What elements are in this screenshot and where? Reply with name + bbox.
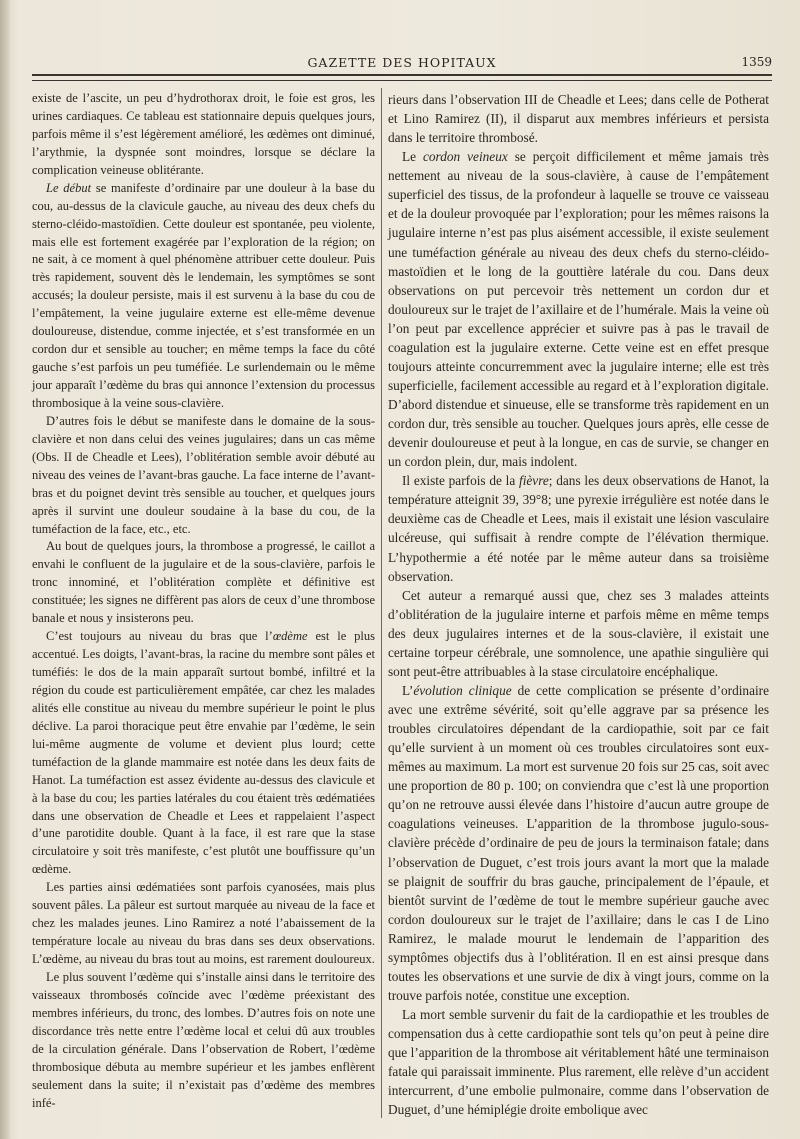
- paragraph: [388, 681, 769, 1005]
- paragraph: [32, 628, 375, 879]
- paragraph-text: se perçoit difficilement et même jamais très nettement au niveau de la sous-clavière, à cause de l’empâtement superficiel des tissus, de la profondeur à laquelle se trouve ce vaisseau et de la douleur provoquée par l’exploration; pour les mêmes raisons la jugulaire interne n’est pas plus aisément accessible, il existe seulement une tuméfaction générale au niveau des deux chefs du sterno-cléido-mastoïdien et le long de la gouttière latérale du cou. Dans deux observations on put percevoir très nettement un cordon dur et douloureux sur le trajet de l’axillaire et de l’humérale. Mais la veine où l’on peut par excellence apprécier et suivre pas à pas le travail de coagulation est la jugulaire externe. Cette veine est en effet presque toujours atteinte concurremment avec la jugulaire interne; elle est très superficielle, facilement accessible au regard et à l’exploration digitale. D’abord distendue et sinueuse, elle se transforme très rapidement en un cordon dur, très sensible au toucher. Quelques jours après, elle cesse de devenir douloureuse et peut à la longue, en cas de survie, se changer en un cordon plein, dur, mais indolent.: [388, 149, 769, 470]
- right-column: [388, 90, 769, 1130]
- journal-title: GAZETTE DES HOPITAUX: [307, 55, 497, 70]
- paragraph: [388, 471, 769, 585]
- paragraph: [388, 147, 769, 471]
- italic-term: évolution clinique: [413, 682, 512, 698]
- paragraph: Le plus souvent l’œdème qui s’installe ainsi dans le territoire des vaisseaux thrombosés coïncide avec l’œdème préexistant des membres inférieurs, du tronc, des lombes. D’autres fois on note une discordance très nette entre l’œdème local et celui dû aux troubles de la circulation générale. Dans l’observation de Robert, l’œdème thrombosique débuta au membre supérieur et les jambes enflèrent seulement dans la suite; il n’existait pas d’œdème des membres infé-: [32, 969, 375, 1110]
- paragraph: Les parties ainsi œdématiées sont parfois cyanosées, mais plus souvent pâles. La pâleur est surtout marquée au niveau de la face et chez les malades jeunes. Lino Ramirez a noté l’abaissement de la température locale au niveau du bras dans ses deux observations. L’œdème, au niveau du bras tout au moins, est rarement douloureux.: [32, 880, 375, 966]
- paragraph: La mort semble survenir du fait de la cardiopathie et les troubles de compensation dus à cette cardiopathie sont tels qu’on peut à peine dire que l’apparition de la thrombose ait véritablement hâté une terminaison fatale qui paraissait imminente. Plus rarement, elle relève d’un accident intercurrent, d’une embolie pulmonaire, comme dans l’observation de Duguet, d’une hémiplégie droite embolique avec: [388, 1007, 769, 1118]
- paragraph-text: est le plus accentué. Les doigts, l’avant-bras, la racine du membre sont pâles et tuméfiés: le dos de la main apparaît surtout bombé, infiltré et la région du coude est particulièrement empâtée, car chez les malades alités elle constitue au niveau du membre supérieur le point le plus déclive. La paroi thoracique peut être envahie par l’œdème, le sein lui-même augmente de volume et devient plus lourd; cette tuméfaction de la glande mammaire est notée dans les deux faits de Hanot. La tuméfaction est assez évidente au-dessus des clavicule et à la base du cou; les parties latérales du cou étaient très œdématiées dans une observation de Cheadle et Lees et rappelaient l’aspect d’une parotidite double. Quant à la face, il est rare que la stase circulatoire y soit très manifeste, c’est plutôt une bouffissure qu’un œdème.: [32, 629, 376, 877]
- paragraph-text: Le: [402, 149, 423, 165]
- italic-term: cordon veineux: [423, 149, 508, 165]
- paragraph-text: Il existe parfois de la: [402, 473, 520, 489]
- header-rule-thick: [32, 74, 772, 76]
- paragraph: Au bout de quelques jours, la thrombose a progressé, le caillot a envahi le confluent de la jugulaire et de la sous-clavière, parfois le tronc innominé, et l’oblitération complète et définitive est constituée; les signes ne diffèrent pas alors de ceux d’une thrombose banale et nous y insisterons peu.: [32, 539, 375, 626]
- paragraph: Cet auteur a remarqué aussi que, chez ses 3 malades atteints d’oblitération de la jugulaire interne et parfois même en même temps des deux jugulaires internes et de la sous-clavière, il existait une certaine torpeur cérébrale, une somnolence, une apathie singulière qui sont peut-être attribuables à la stase circulatoire encéphalique.: [388, 587, 769, 679]
- paragraph-text: de cette complication se présente d’ordinaire avec une extrême sévérité, soit qu’elle aggrave par sa présence les troubles circulatoires dépendant de la cardiopathie, soit par ce fait qu’elle survient à un moment où ces troubles circulatoires sont eux-mêmes au maximum. La mort est survenue 20 fois sur 25 cas, soit avec une proportion de 80 p. 100; on conviendra que c’est là une proportion qu’on ne retrouve aussi élevée dans l’histoire d’aucun autre groupe de coagulations veineuses. L’apparition de la thrombose jugulo-sous-clavière précède d’ordinaire de peu de jours la terminaison fatale; dans l’observation de Duguet, c’est trois jours avant la mort que la malade se plaignit de souffrir du bras gauche, principalement de l’épaule, et bientôt survint de l’œdème de tout le membre supérieur gauche avec cordon douloureux sur le trajet de l’axillaire; dans le cas I de Lino Ramirez, le malade mourut le lendemain de l’apparition des symptômes objectifs dus à l’oblitération. Il en est ainsi presque dans toutes les observations et une survie de dix à vingt jours, comme on la trouve parfois notée, constitue une exception.: [388, 682, 769, 1003]
- page-binding-edge: [0, 0, 10, 1139]
- paragraph: existe de l’ascite, un peu d’hydrothorax droit, le foie est gros, les urines cardiaques. Ce tableau est stationnaire depuis quelques jours, parfois même il s’est légèrement amélioré, les œdèmes ont diminué, l’arythmie, la dyspnée sont moindres, lorsque se déclare la complication veineuse oblitérante.: [32, 91, 375, 177]
- paragraph: rieurs dans l’observation III de Cheadle et Lees; dans celle de Potherat et Lino Ramirez (II), il disparut aux membres inférieurs et persista dans le territoire thrombosé.: [388, 92, 769, 146]
- paragraph-text: C’est toujours au niveau du bras que l’: [46, 629, 273, 644]
- paragraph-text: L’: [402, 682, 414, 698]
- italic-term: fièvre: [519, 473, 549, 489]
- paragraph-text: ; dans les deux observations de Hanot, la température atteignit 39, 39°8; une pyrexie irrégulière est notée dans le deuxième cas de Cheadle et Lees, mais il existait une lésion vasculaire ulcéreuse, qui suffisait à rendre compte de l’élévation thermique. L’hypothermie a été notée par le même auteur dans sa troisième observation.: [388, 473, 769, 584]
- running-header: [32, 55, 772, 69]
- paragraph-text: se manifeste d’ordinaire par une douleur à la base du cou, au-dessus de la clavicule gauche, au niveau des deux chefs du sterno-cléido-mastoïdien. Cette douleur est spontanée, peu violente, mais elle est fortement exagérée par l’exploration de la région; on ne sait, à ce moment à quel phénomène attribuer cette douleur. Puis très rapidement, souvent dès le lendemain, les symptômes se sont accusés; la douleur persiste, mais il est survenu à la base du cou de l’empâtement, la veine jugulaire externe est elle-même devenue douloureuse, distendue, comme injectée, et s’est transformée en un cordon dur et sensible au toucher; en même temps la face du côté gauche s’est parfois un peu tuméfiée. Le surlendemain ou le même jour apparaît l’œdème du bras qui annonce l’extension du processus thrombosique à la veine sous-clavière.: [32, 180, 375, 410]
- column-divider: [381, 88, 382, 1118]
- left-column: [32, 90, 375, 1130]
- italic-term: œdème: [272, 629, 308, 644]
- paragraph: D’autres fois le début se manifeste dans le domaine de la sous-clavière et non dans celui des veines jugulaires; dans un cas même (Obs. II de Cheadle et Lees), l’oblitération semble avoir débuté au niveau des veines de l’avant-bras gauche. La face interne de l’avant-bras et du poignet devint très sensible au toucher, et quelques jours après il survint une douleur soudaine à la base du cou, de la tuméfaction de la face, etc., etc.: [32, 413, 375, 536]
- italic-term: Le début: [46, 180, 92, 195]
- paragraph: [32, 180, 375, 413]
- page-number: 1359: [741, 55, 772, 69]
- header-rule-thin: [32, 80, 772, 81]
